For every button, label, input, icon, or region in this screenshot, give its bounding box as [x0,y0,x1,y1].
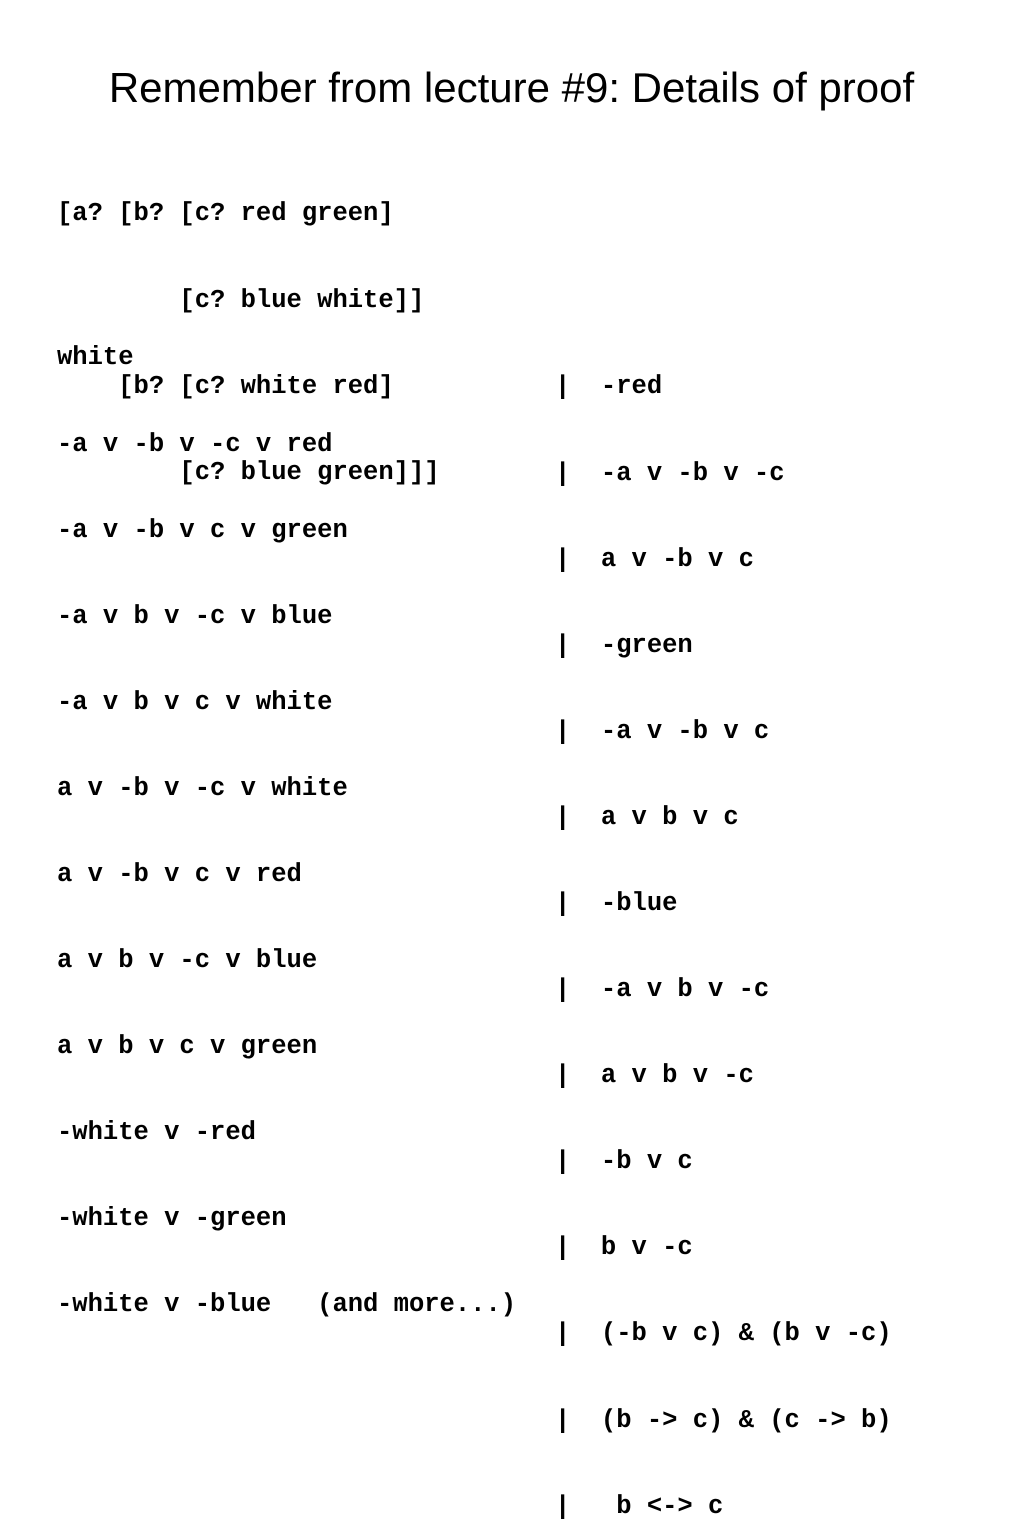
program-line: [a? [b? [c? red green] [57,199,394,229]
clause-line: a v b v -c v blue [57,946,318,976]
derivation-line: | -red [555,372,663,402]
clause-line: -white v -green [57,1204,287,1234]
derivation-line: | -b v c [555,1147,693,1177]
derivation-line: | (b -> c) & (c -> b) [555,1405,892,1435]
derivation-line: | b v -c [555,1233,693,1263]
clause-line: -a v -b v c v green [57,515,348,545]
derivation-line: | -blue [555,888,678,918]
clause-line: white [57,343,134,373]
clause-line: a v -b v c v red [57,859,302,889]
clause-line: -a v b v -c v blue [57,601,333,631]
derivation-line: | -green [555,630,693,660]
derivation-list [555,316,892,1534]
derivation-line: | -a v -b v -c [555,458,785,488]
program-line: [c? blue green]]] [57,457,440,487]
clause-list [57,287,516,1349]
derivation-line: | -a v b v -c [555,975,770,1005]
clause-line: a v b v c v green [57,1032,318,1062]
clause-line: a v -b v -c v white [57,773,348,803]
derivation-line: | a v -b v c [555,544,754,574]
derivation-line: | b <-> c [555,1491,724,1521]
derivation-line: | a v b v c [555,802,739,832]
clause-line: -a v b v c v white [57,687,333,717]
program-line: [b? [c? white red] [57,371,394,401]
clause-line: -white v -red [57,1118,256,1148]
program-line: [c? blue white]] [57,285,425,315]
slide-title: Remember from lecture #9: Details of proof [108,64,915,111]
derivation-line: | a v b v -c [555,1061,754,1091]
derivation-line: | (-b v c) & (b v -c) [555,1319,892,1349]
derivation-line: | -a v -b v c [555,716,770,746]
clause-line: -a v -b v -c v red [57,429,333,459]
clause-line: -white v -blue (and more...) [57,1290,517,1320]
